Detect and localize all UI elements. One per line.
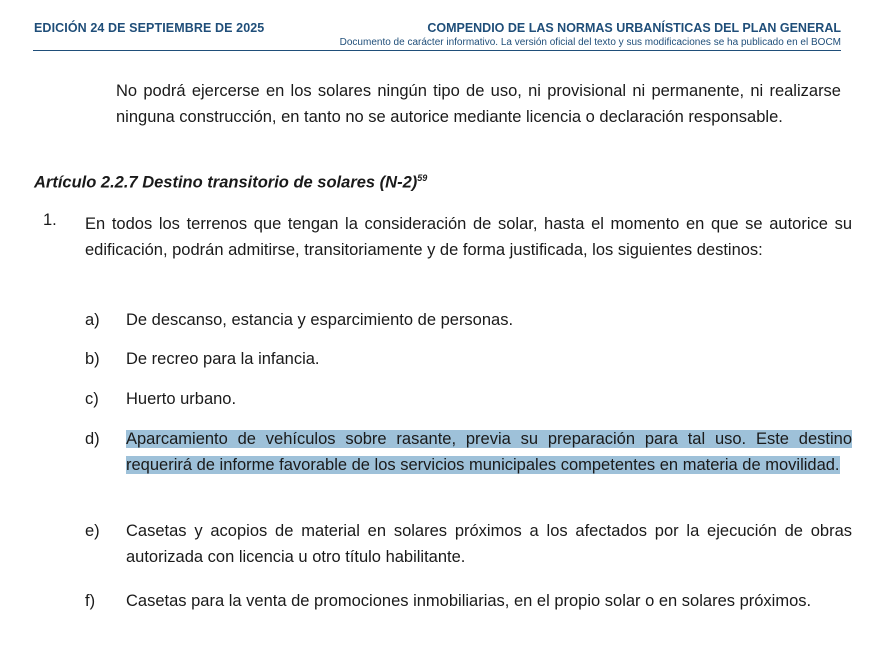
footnote-ref[interactable]: 59 (417, 173, 428, 183)
header-rule (33, 50, 841, 51)
list-item-letter: f) (85, 592, 96, 610)
article-title: Artículo 2.2.7 Destino transitorio de solares (N-2) (34, 173, 418, 192)
intro-paragraph: No podrá ejercerse en los solares ningún tipo de uso, ni provisional ni permanente, ni realizarse ninguna construcción, en tanto no se autorice mediante licencia o declaración responsable. (116, 82, 841, 126)
list-item-text (126, 426, 852, 478)
list-item-letter: d) (85, 430, 100, 448)
article-heading (34, 173, 427, 193)
list-item-letter: e) (85, 522, 100, 540)
list-item-letter: a) (85, 311, 100, 329)
highlighted-text[interactable]: Aparcamiento de vehículos sobre rasante, previa su preparación para tal uso. Este destino requerirá de informe favorable de los servicios municipales competentes en materia de movilidad. (126, 430, 852, 474)
list-item-text: De recreo para la infancia. (126, 350, 320, 368)
list-item-text: Casetas para la venta de promociones inmobiliarias, en el propio solar o en solares próximos. (126, 592, 812, 610)
list-item-text: Casetas y acopios de material en solares próximos a los afectados por la ejecución de obras autorizada con licencia u otro título habilitante. (126, 522, 852, 566)
header-edition: EDICIÓN 24 DE SEPTIEMBRE DE 2025 (34, 21, 265, 35)
list-item-letter: c) (85, 390, 99, 408)
list-item-letter: b) (85, 350, 100, 368)
item-text: En todos los terrenos que tengan la consideración de solar, hasta el momento en que se autorice su edificación, podrán admitirse, transitoriamente y de forma justificada, los siguientes destinos: (85, 215, 852, 259)
list-item-text: Huerto urbano. (126, 390, 237, 408)
list-item-text: De descanso, estancia y esparcimiento de personas. (126, 311, 514, 329)
header-title: COMPENDIO DE LAS NORMAS URBANÍSTICAS DEL PLAN GENERAL (427, 21, 841, 35)
header-note: Documento de carácter informativo. La versión oficial del texto y sus modificaciones se ha publicado en el BOCM (339, 37, 841, 48)
item-number: 1. (43, 211, 57, 229)
